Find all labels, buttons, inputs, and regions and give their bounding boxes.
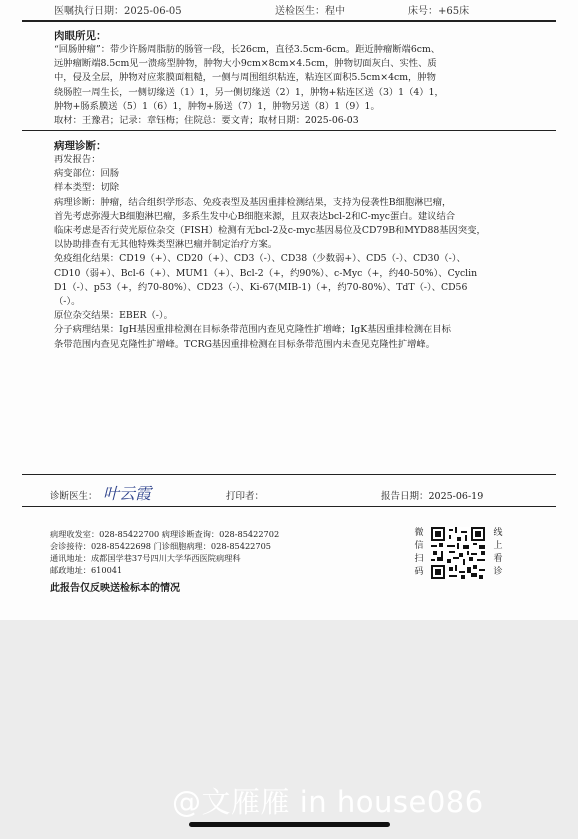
contact-line: 通讯地址：成都国学巷37号四川大学华西医院病理科 bbox=[50, 553, 241, 563]
diagnosis-line: 原位杂交结果：EBER（-）。 bbox=[54, 310, 173, 322]
diagnosis-line: 病变部位：回肠 bbox=[54, 168, 120, 180]
diagnosis-line: D1（-）、p53（+，约70-80%）、CD23（-）、Ki-67(MIB-1)（+，约70-80%）、TdT（-）、CD56 bbox=[54, 281, 468, 293]
report-date: 报告日期：2025-06-19 bbox=[381, 491, 484, 502]
gross-line: 绕肠腔一周生长，一侧切缘送（1）1，另一侧切缘送（2）1，肿物+粘连区送（3）1（4）1， bbox=[54, 86, 444, 98]
diagnosis-title: 病理诊断： bbox=[54, 140, 107, 152]
printer-label: 打印者： bbox=[226, 491, 265, 502]
diagnosis-body bbox=[54, 153, 544, 352]
diagnosis-line: 首先考虑弥漫大B细胞淋巴瘤，多系生发中心B细胞来源，且双表达bcl-2和C-myc蛋白。建议结合 bbox=[54, 210, 456, 222]
contact-line: 病理收发室：028-85422700 病理诊断查询：028-85422702 bbox=[50, 529, 280, 539]
qr-right-label: 线 上 看 诊 bbox=[493, 528, 503, 577]
qr-code-icon[interactable] bbox=[431, 527, 485, 579]
home-indicator[interactable] bbox=[189, 822, 390, 827]
gross-line: 中，侵及全层，肿物对应浆膜面粗糙，一侧与周围组织粘连，粘连区面积5.5cm×4cm，肿物 bbox=[54, 72, 436, 84]
diagnosis-line: 再发报告： bbox=[54, 154, 101, 165]
watermark: @文雁雁 in house086 bbox=[172, 785, 484, 819]
diagnosis-line: 分子病理结果：IgH基因重排检测在目标条带范围内查见克隆性扩增峰；IgK基因重排检测在目标 bbox=[54, 324, 451, 336]
diagnosis-doctor-label: 诊断医生： bbox=[50, 491, 98, 502]
diagnosis-line: 样本类型：切除 bbox=[54, 182, 120, 194]
gross-line: “回肠肿瘤”：带少许肠周脂肪的肠管一段，长26cm，直径3.5cm-6cm。距近肿瘤断端6cm、 bbox=[54, 44, 441, 55]
gross-title: 肉眼所见： bbox=[54, 30, 107, 42]
gross-findings bbox=[54, 43, 544, 128]
submitting-doctor: 送检医生：程中 bbox=[275, 6, 345, 17]
contact-line: 邮政地址：610041 bbox=[50, 565, 123, 575]
signature-rule bbox=[22, 474, 556, 475]
diagnosis-line: 临床考虑是否行荧光原位杂交（FISH）检测有无bcl-2及c-myc基因易位及CD79B和MYD88基因突变， bbox=[54, 225, 486, 237]
diagnosis-line: 免疫组化结果：CD19（+）、CD20（+）、CD3（-）、CD38（少数弱+）、CD5（-）、CD30（-）、 bbox=[54, 253, 466, 265]
contact-line: 会诊接待：028-85422698 门诊细胞病理：028-85422705 bbox=[50, 541, 271, 551]
section-rule bbox=[22, 130, 556, 131]
accept-date: 医嘱执行日期：2025-06-05 bbox=[54, 6, 182, 17]
diagnosis-line: 条带范围内查见克隆性扩增峰。TCRG基因重排检测在目标条带范围内未查见克隆性扩增峰。 bbox=[54, 338, 436, 350]
diagnosis-line: 病理诊断：肿瘤，结合组织学形态、免疫表型及基因重排检测结果，支持为侵袭性B细胞淋巴瘤， bbox=[54, 196, 452, 208]
report-notice: 此报告仅反映送检标本的情况 bbox=[50, 583, 180, 594]
diagnosis-line: 以协助排查有无其他特殊类型淋巴瘤并制定治疗方案。 bbox=[54, 239, 278, 251]
bed-number: 床号：+65床 bbox=[408, 6, 470, 17]
footer-rule bbox=[22, 506, 556, 507]
gross-line: 取材：王豫君；记录：章钰梅；住院总：要文青；取材日期：2025-06-03 bbox=[54, 115, 359, 127]
qr-left-label: 微 信 扫 码 bbox=[414, 528, 424, 577]
diagnosis-line: （-）。 bbox=[54, 296, 81, 308]
doctor-signature: 叶云霞 bbox=[103, 484, 152, 503]
gross-line: 远肿瘤断端8.5cm见一溃疡型肿物，肿物大小9cm×8cm×4.5cm，肿物切面灰白、实性、质 bbox=[54, 58, 437, 70]
diagnosis-line: CD10（弱+）、Bcl-6（+）、MUM1（+）、Bcl-2（+，约90%）、c-Myc（+，约40-50%）、Cyclin bbox=[54, 267, 478, 279]
gross-line: 肿物+肠系膜送（5）1（6）1，肿物+肠送（7）1，肿物另送（8）1（9）1。 bbox=[54, 100, 380, 112]
header-rule bbox=[22, 20, 556, 22]
